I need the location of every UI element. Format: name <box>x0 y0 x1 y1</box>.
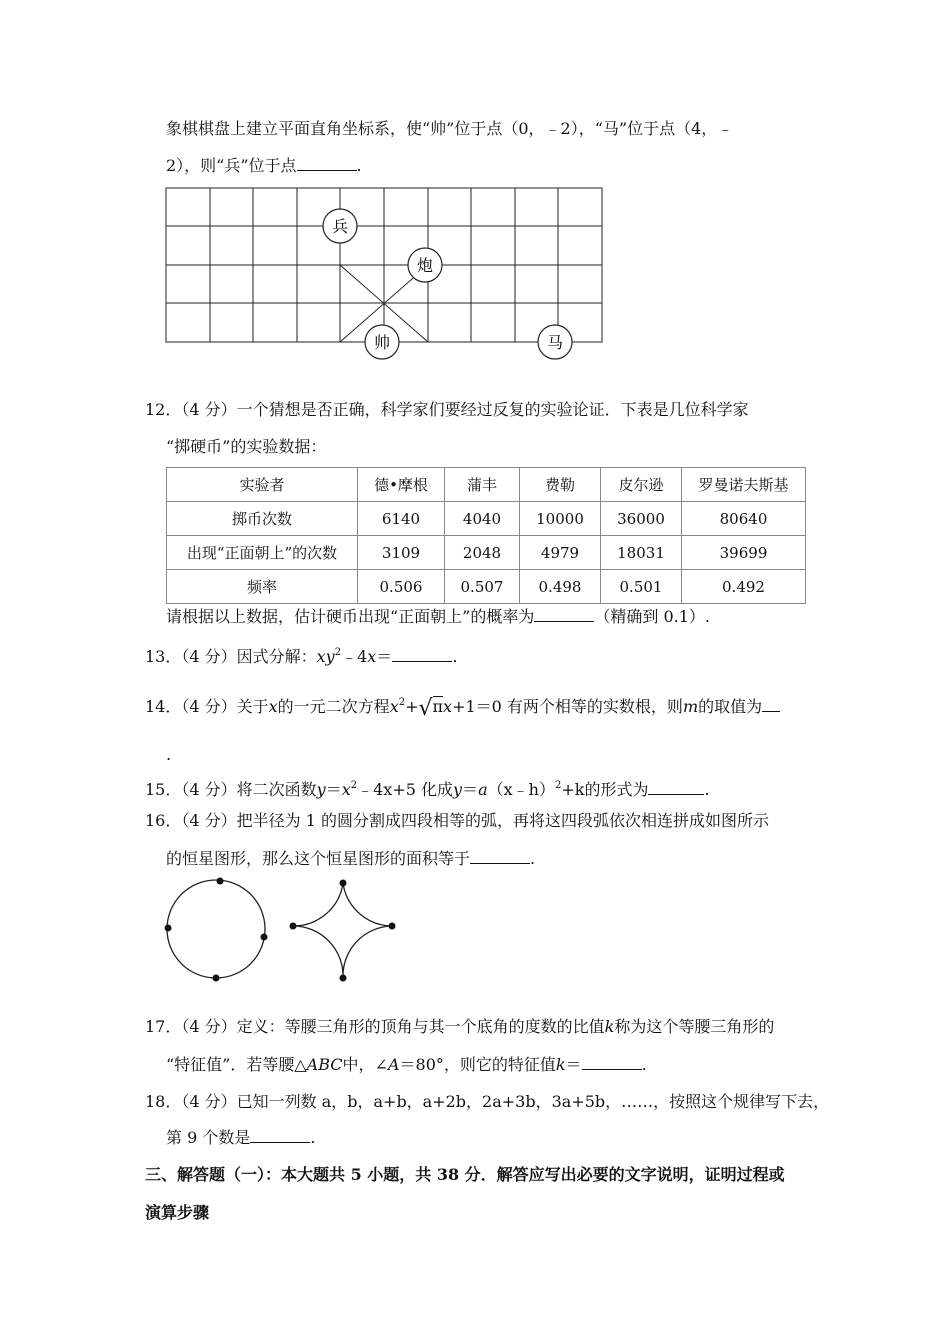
q14-tail: +1＝0 有两个相等的实数根，则 <box>452 697 683 716</box>
table-header-cell: 费勒 <box>520 468 601 502</box>
circle-star-figure <box>160 875 410 1010</box>
q15-k: +k <box>561 780 585 799</box>
table-cell: 出现“正面朝上”的次数 <box>167 536 358 570</box>
q13-label: 13．（4 分）因式分解： <box>145 647 317 666</box>
star-point <box>389 923 396 930</box>
answer-blank <box>392 647 452 662</box>
q13-op: ﹣4 <box>341 647 368 666</box>
q17-var-abc: ABC <box>306 1055 343 1074</box>
table-header-cell: 蒲丰 <box>445 468 520 502</box>
table-row <box>167 536 806 570</box>
table-cell: 0.507 <box>445 570 520 604</box>
q17-end: . <box>641 1055 647 1074</box>
q15-var: y <box>453 780 463 799</box>
table-cell: 掷币次数 <box>167 502 358 536</box>
table-header-cell: 德•摩根 <box>358 468 445 502</box>
table-header-row <box>167 468 806 502</box>
q16-line1: 16．（4 分）把半径为 1 的圆分割成四段相等的弧，再将这四段弧依次相连拼成如图所示 <box>145 811 769 830</box>
q11-line1: 象棋棋盘上建立平面直角坐标系，使“帅”位于点（0，﹣2），“马”位于点（4，﹣ <box>166 119 734 138</box>
q13-end: . <box>452 647 458 666</box>
q14-plus: + <box>405 697 419 716</box>
q14-var: x <box>268 697 278 716</box>
q15-label: 15．（4 分）将二次函数 <box>145 780 317 799</box>
q15-sup: 2 <box>350 780 358 791</box>
q15-end: . <box>704 780 710 799</box>
piece-bing <box>323 209 357 243</box>
piece-shuai <box>365 325 399 359</box>
table-cell: 0.498 <box>520 570 601 604</box>
q18-line2-text: 第 9 个数是 <box>166 1128 251 1147</box>
q18-line2 <box>166 1128 315 1148</box>
q12-line2: “掷硬币”的实验数据： <box>166 437 327 456</box>
q11-line2 <box>166 156 362 176</box>
q16-line2 <box>166 849 535 869</box>
table-row <box>167 570 806 604</box>
q18-line2-end: . <box>310 1128 316 1147</box>
q12-line1: 12．（4 分）一个猜想是否正确，科学家们要经过反复的实验论证．下表是几位科学家 <box>145 400 749 419</box>
q17-line2-mid2: ＝80°，则它的特征值 <box>399 1055 556 1074</box>
table-cell: 4979 <box>520 536 601 570</box>
piece-ma-label: 马 <box>546 333 564 352</box>
q13-line <box>145 643 457 667</box>
q15-eq2: ＝ <box>462 780 479 799</box>
table-header-cell: 实验者 <box>167 468 358 502</box>
q15-post: 的形式为 <box>584 780 649 799</box>
answer-blank <box>470 849 530 864</box>
q17-line1 <box>145 1017 774 1037</box>
q15-sup2: 2 <box>554 780 562 791</box>
table-cell: 2048 <box>445 536 520 570</box>
table-cell: 6140 <box>358 502 445 536</box>
piece-pao-label: 炮 <box>416 256 434 275</box>
q13-sup: 2 <box>334 647 342 658</box>
arc-point <box>165 925 172 932</box>
q15-var: y <box>316 780 326 799</box>
table-cell: 80640 <box>682 502 806 536</box>
q15-var: x <box>341 780 351 799</box>
q12-after-note: （精确到 0.1）. <box>594 607 710 626</box>
q11-line2-text: 2），则“兵”位于点 <box>166 156 297 175</box>
table-cell: 频率 <box>167 570 358 604</box>
chess-board-figure <box>160 182 610 362</box>
sqrt-symbol: √ <box>418 696 433 721</box>
table-cell: 4040 <box>445 502 520 536</box>
table-cell: 0.492 <box>682 570 806 604</box>
q14-line2: . <box>166 745 172 764</box>
q11-line2-end: . <box>356 156 362 175</box>
q15-line <box>145 776 710 800</box>
answer-blank <box>534 607 594 622</box>
piece-pao <box>408 248 442 282</box>
star-point <box>340 880 347 887</box>
answer-blank <box>250 1128 310 1143</box>
q14-text: 的一元二次方程 <box>277 697 390 716</box>
q12-after-text: 请根据以上数据，估计硬币出现“正面朝上”的概率为 <box>166 607 535 626</box>
q17-eq: ＝ <box>565 1055 582 1074</box>
q13-var: xy <box>316 647 335 666</box>
star-point <box>340 975 347 982</box>
q14-end: 的取值为 <box>698 697 763 716</box>
section3-heading: 三、解答题（一）：本大题共 5 小题，共 38 分．解答应写出必要的文字说明，证明过程或 <box>145 1165 785 1184</box>
q17-text2: 称为这个等腰三角形的 <box>614 1017 775 1036</box>
q15-paren: （x﹣h） <box>487 780 555 799</box>
q16-line2-text: 的恒星图形，那么这个恒星图形的面积等于 <box>166 849 471 868</box>
q14-line <box>145 693 780 719</box>
table-row <box>167 502 806 536</box>
q15-var: a <box>478 780 488 799</box>
q17-line2-text: “特征值”．若等腰△ <box>166 1055 307 1074</box>
q18-line1: 18．（4 分）已知一列数 a，b，a+b，a+2b，2a+3b，3a+5b，……，按照这个规律写下去， <box>145 1092 830 1111</box>
table-cell: 10000 <box>520 502 601 536</box>
board-grid <box>166 188 602 342</box>
q16-line2-end: . <box>530 849 536 868</box>
piece-shuai-label: 帅 <box>373 333 391 352</box>
q17-var-a: A <box>387 1055 400 1074</box>
q17-var-k: k <box>555 1055 566 1074</box>
answer-blank <box>762 697 780 712</box>
table-cell: 3109 <box>358 536 445 570</box>
arc-point <box>217 878 224 885</box>
q17-line2-mid: 中，∠ <box>342 1055 388 1074</box>
q13-var: x <box>367 647 377 666</box>
q14-pi: π <box>432 697 444 716</box>
table-cell: 18031 <box>601 536 682 570</box>
q12-after <box>166 607 710 627</box>
q15-eq: ＝ <box>325 780 342 799</box>
table-cell: 0.506 <box>358 570 445 604</box>
q14-var: x <box>389 697 399 716</box>
answer-blank <box>648 780 704 795</box>
star-point <box>290 923 297 930</box>
q14-sup: 2 <box>398 697 406 708</box>
table-cell: 39699 <box>682 536 806 570</box>
section3-heading-line2: 演算步骤 <box>145 1203 210 1222</box>
piece-bing-label: 兵 <box>331 217 349 236</box>
q17-text: 17．（4 分）定义：等腰三角形的顶角与其一个底角的度数的比值 <box>145 1017 605 1036</box>
star-shape <box>293 883 392 978</box>
piece-ma <box>538 325 572 359</box>
q13-eq: ＝ <box>376 647 393 666</box>
table-header-cell: 皮尔逊 <box>601 468 682 502</box>
q14-label: 14．（4 分）关于 <box>145 697 269 716</box>
table-cell: 36000 <box>601 502 682 536</box>
answer-blank <box>297 156 357 171</box>
q14-var-m: m <box>682 697 699 716</box>
arc-point <box>213 975 220 982</box>
q17-line2 <box>166 1055 647 1075</box>
table-cell: 0.501 <box>601 570 682 604</box>
q14-var: x <box>443 697 453 716</box>
coin-experiment-table <box>166 467 806 604</box>
table-header-cell: 罗曼诺夫斯基 <box>682 468 806 502</box>
circle-shape <box>167 880 265 978</box>
answer-blank <box>582 1055 642 1070</box>
q17-var-k: k <box>604 1017 615 1036</box>
q15-rest: ﹣4x+5 化成 <box>357 780 453 799</box>
arc-point <box>261 934 268 941</box>
